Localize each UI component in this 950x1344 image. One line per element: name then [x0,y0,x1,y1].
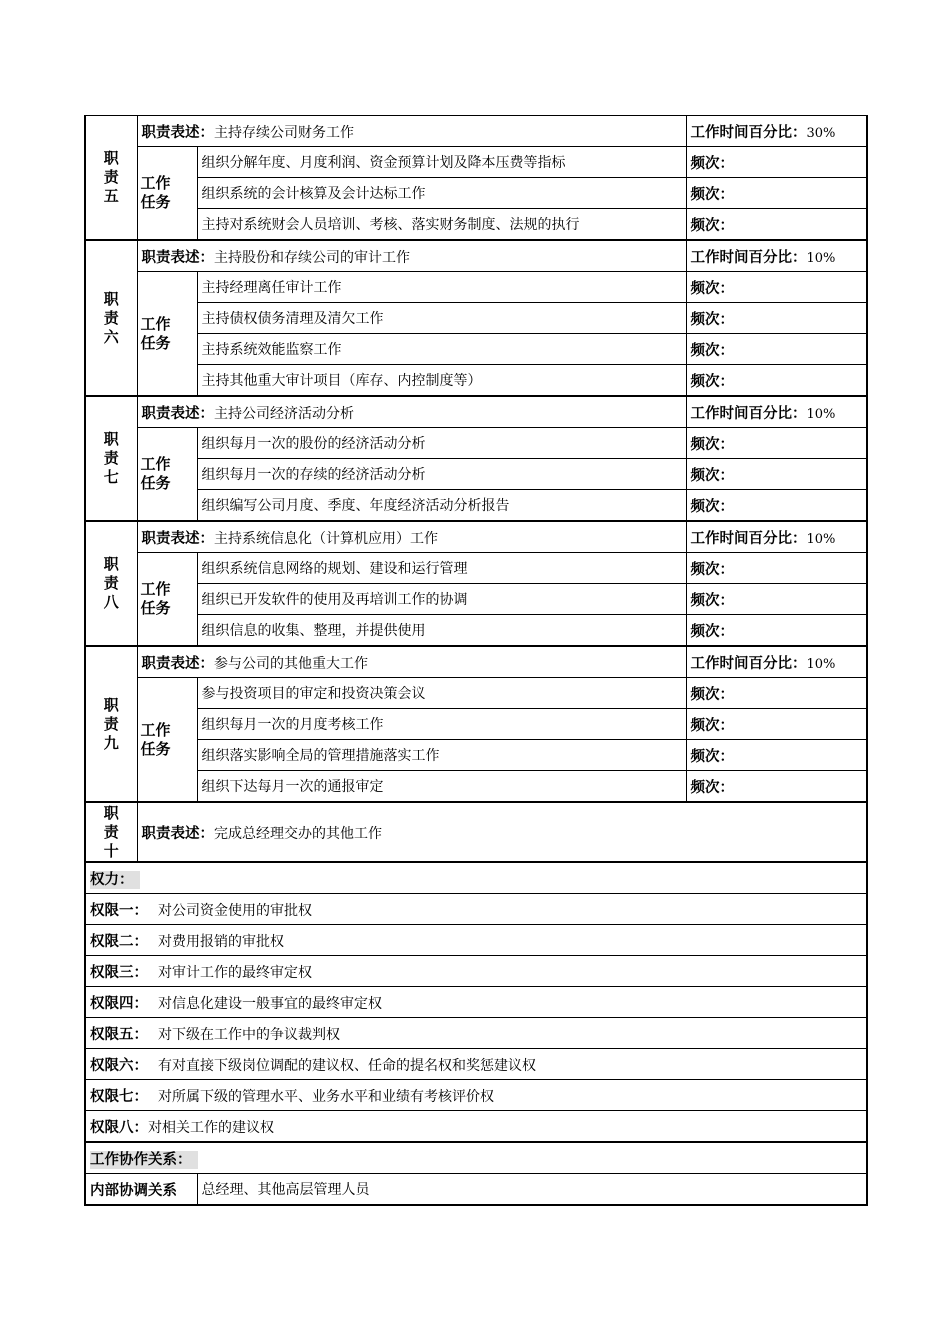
frequency-label: 频次： [686,178,867,209]
work-time-percentage-label: 工作时间百分比： [690,249,807,266]
authority-value: 对下级在工作中的争议裁判权 [158,1026,340,1043]
work-time-percentage [686,521,867,553]
duty-label-char: 责 [103,822,119,841]
frequency-label: 频次： [686,209,867,241]
work-task-label-line: 工作 [140,455,171,473]
task-row [85,771,867,803]
task-text: 主持其他重大审计项目（库存、内控制度等） [197,365,686,397]
task-row [85,303,867,334]
frequency-label: 频次： [686,678,867,709]
frequency-label: 频次： [686,334,867,365]
duty-description-text: 完成总经理交办的其他工作 [214,825,382,842]
duty-desc-row [85,521,867,553]
duties-table [84,115,868,1206]
work-task-label-line: 工作 [140,174,171,192]
work-task-label-line: 任务 [140,333,171,352]
authority-key: 权限五： [90,1026,148,1043]
duty-label [85,646,137,802]
frequency-label: 频次： [686,709,867,740]
task-row [85,678,867,709]
task-text: 组织信息的收集、整理，并提供使用 [197,615,686,647]
frequency-label: 频次： [686,303,867,334]
work-task-label-line: 工作 [140,314,171,333]
work-time-percentage-label: 工作时间百分比： [690,530,807,547]
authority-value: 对费用报销的审批权 [158,933,284,950]
duty-ten-row [85,802,867,862]
duty-description [137,116,686,147]
duty-description-label: 职责表述： [141,124,214,141]
duty-label-char: 责 [103,574,119,592]
authority-row [85,1018,867,1049]
internal-coordination-row [85,1174,867,1206]
authority-value: 对公司资金使用的审批权 [158,902,312,919]
task-row [85,615,867,647]
work-task-label-line: 工作 [140,720,171,739]
duty-label-char: 职 [103,430,119,448]
authority-header [85,862,867,894]
work-time-percentage-label: 工作时间百分比： [690,405,807,422]
frequency-label: 频次： [686,553,867,584]
task-row [85,584,867,615]
frequency-label: 频次： [686,272,867,303]
duty-description-label: 职责表述： [141,405,214,422]
duty-label [85,802,137,862]
authority-key: 权限四： [90,995,148,1012]
authority-row [85,894,867,925]
work-task-label-line: 工作 [140,580,171,598]
authority-row [85,987,867,1018]
frequency-label: 频次： [686,584,867,615]
authority-header-row [85,862,867,894]
work-time-percentage-value: 30% [806,125,836,141]
duty-label-char: 责 [103,449,119,467]
work-task-label [137,678,197,803]
work-task-label [137,428,197,522]
duty-label-char: 八 [103,593,119,611]
work-time-percentage-label: 工作时间百分比： [690,655,807,672]
cooperation-header-row [85,1142,867,1174]
authority-key: 权限一： [90,902,148,919]
duty-description-label: 职责表述： [141,530,214,547]
work-task-label [137,553,197,647]
task-text: 组织系统信息网络的规划、建设和运行管理 [197,553,686,584]
work-time-percentage-value: 10% [806,250,836,266]
task-row [85,428,867,459]
duty-label-char: 责 [103,714,119,733]
task-text: 组织分解年度、月度利润、资金预算计划及降本压费等指标 [197,147,686,178]
task-text: 主持对系统财会人员培训、考核、落实财务制度、法规的执行 [197,209,686,241]
authority-value: 对所属下级的管理水平、业务水平和业绩有考核评价权 [158,1088,494,1105]
authority-value: 对信息化建设一般事宜的最终审定权 [158,995,382,1012]
authority-item [85,987,867,1018]
authority-row [85,925,867,956]
task-text: 组织系统的会计核算及会计达标工作 [197,178,686,209]
internal-coordination-label: 内部协调关系 [85,1174,197,1206]
work-time-percentage-value: 10% [806,531,836,547]
frequency-label: 频次： [686,740,867,771]
duty-label [85,240,137,396]
work-task-label-line: 任务 [140,193,171,211]
frequency-label: 频次： [686,615,867,647]
duty-description [137,646,686,678]
work-time-percentage [686,240,867,272]
authority-key: 权限二： [90,933,148,950]
work-task-label-line: 任务 [140,739,171,758]
task-row [85,365,867,397]
authority-row [85,956,867,987]
task-row [85,459,867,490]
duty-description-text: 主持存续公司财务工作 [214,124,354,141]
internal-coordination-value: 总经理、其他高层管理人员 [197,1174,867,1206]
work-time-percentage [686,116,867,147]
work-time-percentage-value: 10% [806,656,836,672]
task-text: 主持经理离任审计工作 [197,272,686,303]
authority-item [85,1111,867,1143]
authority-key: 权限六： [90,1057,148,1074]
task-text: 组织落实影响全局的管理措施落实工作 [197,740,686,771]
task-row [85,709,867,740]
work-time-percentage [686,396,867,428]
authority-item [85,956,867,987]
authority-item [85,925,867,956]
duty-description-text: 主持公司经济活动分析 [214,405,354,422]
work-time-percentage [686,646,867,678]
duty-label-char: 职 [103,695,119,714]
duty-description-text: 主持股份和存续公司的审计工作 [214,249,410,266]
duty-description-label: 职责表述： [141,249,214,266]
duty-label-char: 七 [103,468,119,486]
duty-desc-row [85,396,867,428]
duty-description [137,521,686,553]
task-row [85,553,867,584]
task-text: 组织每月一次的月度考核工作 [197,709,686,740]
authority-value: 对审计工作的最终审定权 [158,964,312,981]
duty-description [137,240,686,272]
duty-desc-row [85,646,867,678]
task-row [85,272,867,303]
duty-description [137,396,686,428]
duty-label-char: 职 [103,289,119,308]
task-row [85,490,867,522]
frequency-label: 频次： [686,428,867,459]
duty-label [85,521,137,646]
authority-header-text: 权力： [90,871,140,889]
duty-description-label: 职责表述： [141,655,214,672]
task-text: 组织每月一次的股份的经济活动分析 [197,428,686,459]
duty-description-label: 职责表述： [141,825,214,842]
authority-item [85,1080,867,1111]
duty-desc-row [85,240,867,272]
authority-row [85,1080,867,1111]
frequency-label: 频次： [686,365,867,397]
work-time-percentage-value: 10% [806,406,836,422]
cooperation-header-text: 工作协作关系： [90,1151,198,1169]
task-row [85,334,867,365]
duty-label-char: 五 [103,187,119,205]
authority-item [85,1018,867,1049]
task-row [85,209,867,241]
duty-label-char: 职 [103,149,119,167]
duty-label-char: 责 [103,168,119,186]
authority-value: 有对直接下级岗位调配的建议权、任命的提名权和奖惩建议权 [158,1057,536,1074]
authority-item [85,894,867,925]
duty-label-char: 十 [103,841,119,860]
authority-item [85,1049,867,1080]
work-task-label-line: 任务 [140,599,171,617]
task-text: 组织下达每月一次的通报审定 [197,771,686,803]
duty-description [137,802,867,862]
duty-desc-row [85,116,867,147]
task-text: 组织每月一次的存续的经济活动分析 [197,459,686,490]
task-text: 参与投资项目的审定和投资决策会议 [197,678,686,709]
frequency-label: 频次： [686,490,867,522]
cooperation-header [85,1142,867,1174]
work-task-label [137,147,197,241]
duty-label-char: 职 [103,555,119,573]
duty-label-char: 六 [103,327,119,346]
duty-label [85,116,137,241]
duty-label [85,396,137,521]
work-task-label-line: 任务 [140,474,171,492]
task-text: 主持债权债务清理及清欠工作 [197,303,686,334]
authority-key: 权限七： [90,1088,148,1105]
job-description-sheet [84,115,866,1206]
authority-value: 对相关工作的建议权 [148,1119,274,1136]
duty-description-text: 参与公司的其他重大工作 [214,655,368,672]
frequency-label: 频次： [686,459,867,490]
task-text: 主持系统效能监察工作 [197,334,686,365]
task-text: 组织已开发软件的使用及再培训工作的协调 [197,584,686,615]
task-row [85,147,867,178]
frequency-label: 频次： [686,771,867,803]
duty-label-char: 职 [103,803,119,822]
duty-label-char: 责 [103,308,119,327]
authority-key: 权限八： [90,1119,148,1136]
authority-key: 权限三： [90,964,148,981]
task-row [85,740,867,771]
duty-description-text: 主持系统信息化（计算机应用）工作 [214,530,438,547]
duty-label-char: 九 [103,733,119,752]
task-row [85,178,867,209]
authority-row [85,1049,867,1080]
work-task-label [137,272,197,397]
authority-row [85,1111,867,1143]
frequency-label: 频次： [686,147,867,178]
work-time-percentage-label: 工作时间百分比： [690,124,807,141]
task-text: 组织编写公司月度、季度、年度经济活动分析报告 [197,490,686,522]
